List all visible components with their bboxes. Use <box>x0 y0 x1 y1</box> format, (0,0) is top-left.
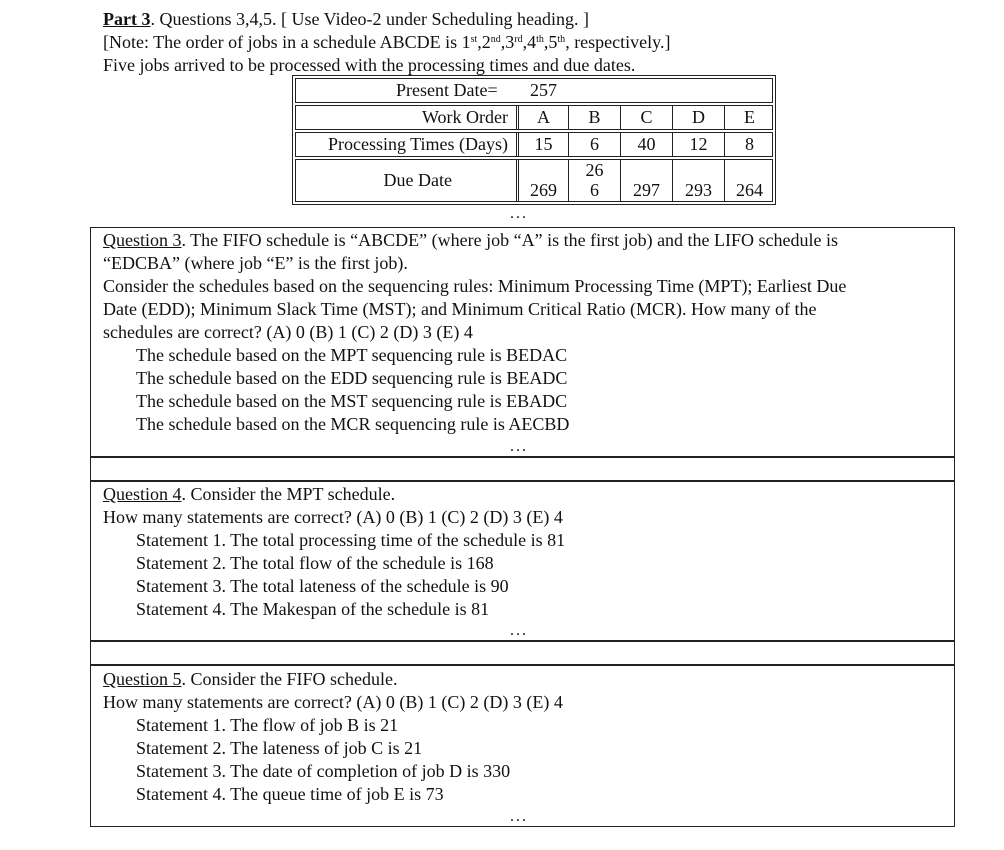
processing-c: 40 <box>620 133 672 156</box>
q5-line2: How many statements are correct? (A) 0 (B) 1 (C) 2 (D) 3 (E) 4 <box>103 692 563 712</box>
ellipsis-1: ... <box>510 205 528 222</box>
intro-line: Five jobs arrived to be processed with the processing times and due dates. <box>103 55 636 75</box>
due-e: 264 <box>724 160 774 201</box>
q5-line1: Question 5. Consider the FIFO schedule. <box>103 669 398 689</box>
present-date-value: 257 <box>530 80 557 100</box>
job-d: D <box>672 106 724 129</box>
part-heading <box>103 8 589 30</box>
ellipsis-4: ... <box>510 808 528 825</box>
part-rest: . Questions 3,4,5. [ Use Video-2 under Scheduling heading. ] <box>150 9 589 29</box>
q3-line5: schedules are correct? (A) 0 (B) 1 (C) 2 (D) 3 (E) 4 <box>103 322 473 342</box>
processing-a: 15 <box>516 133 568 156</box>
separator-1 <box>90 457 955 481</box>
processing-d: 12 <box>672 133 724 156</box>
due-c: 297 <box>620 160 672 201</box>
q4-item-4: Statement 4. The Makespan of the schedule is 81 <box>136 599 490 619</box>
q5-item-2: Statement 2. The lateness of job C is 21 <box>136 738 423 758</box>
present-date-row <box>295 78 773 103</box>
job-b: B <box>568 106 620 129</box>
due-b <box>568 160 620 201</box>
q5-item-3: Statement 3. The date of completion of job D is 330 <box>136 761 511 781</box>
q3-item-4: The schedule based on the MCR sequencing rule is AECBD <box>136 414 570 434</box>
q3-line2: “EDCBA” (where job “E” is the first job). <box>103 253 408 273</box>
present-date-label: Present Date= <box>396 80 498 100</box>
due-d: 293 <box>672 160 724 201</box>
due-date-label: Due Date <box>383 170 452 190</box>
work-order-row <box>295 105 773 130</box>
q5-label: Question 5 <box>103 669 182 689</box>
separator-2 <box>90 641 955 665</box>
processing-b: 6 <box>568 133 620 156</box>
processing-label: Processing Times (Days) <box>327 134 508 154</box>
processing-e: 8 <box>724 133 774 156</box>
ellipsis-3: ... <box>510 622 528 639</box>
ellipsis-2: ... <box>510 438 528 455</box>
job-c: C <box>620 106 672 129</box>
processing-row <box>295 132 773 157</box>
job-e: E <box>724 106 774 129</box>
q4-line2: How many statements are correct? (A) 0 (B) 1 (C) 2 (D) 3 (E) 4 <box>103 507 563 527</box>
q3-item-3: The schedule based on the MST sequencing rule is EBADC <box>136 391 568 411</box>
q3-item-2: The schedule based on the EDD sequencing rule is BEADC <box>136 368 568 388</box>
q3-line1: Question 3. The FIFO schedule is “ABCDE” (where job “A” is the first job) and the LIFO schedule is <box>103 230 839 250</box>
q5-item-1: Statement 1. The flow of job B is 21 <box>136 715 399 735</box>
q3-line3: Consider the schedules based on the sequencing rules: Minimum Processing Time (MPT); Earliest Due <box>103 276 847 296</box>
note-line: [Note: The order of jobs in a schedule ABCDE is 1st,2nd,3rd,4th,5th, respectively.] <box>103 32 671 52</box>
jobs-table <box>292 75 776 205</box>
due-date-row <box>295 159 773 202</box>
job-a: A <box>516 106 568 129</box>
q5-item-4: Statement 4. The queue time of job E is 73 <box>136 784 444 804</box>
q3-item-1: The schedule based on the MPT sequencing rule is BEDAC <box>136 345 568 365</box>
q3-label: Question 3 <box>103 230 182 250</box>
q4-label: Question 4 <box>103 484 182 504</box>
q4-item-1: Statement 1. The total processing time of the schedule is 81 <box>136 530 566 550</box>
q4-item-2: Statement 2. The total flow of the schedule is 168 <box>136 553 494 573</box>
q4-line1: Question 4. Consider the MPT schedule. <box>103 484 396 504</box>
due-b-top: 26 <box>585 160 604 180</box>
work-order-label: Work Order <box>421 107 508 127</box>
q4-item-3: Statement 3. The total lateness of the schedule is 90 <box>136 576 509 596</box>
due-a: 269 <box>516 160 568 201</box>
q3-line4: Date (EDD); Minimum Slack Time (MST); and Minimum Critical Ratio (MCR). How many of the <box>103 299 817 319</box>
due-b-bottom: 6 <box>590 180 599 200</box>
part-label: Part 3 <box>103 9 151 29</box>
